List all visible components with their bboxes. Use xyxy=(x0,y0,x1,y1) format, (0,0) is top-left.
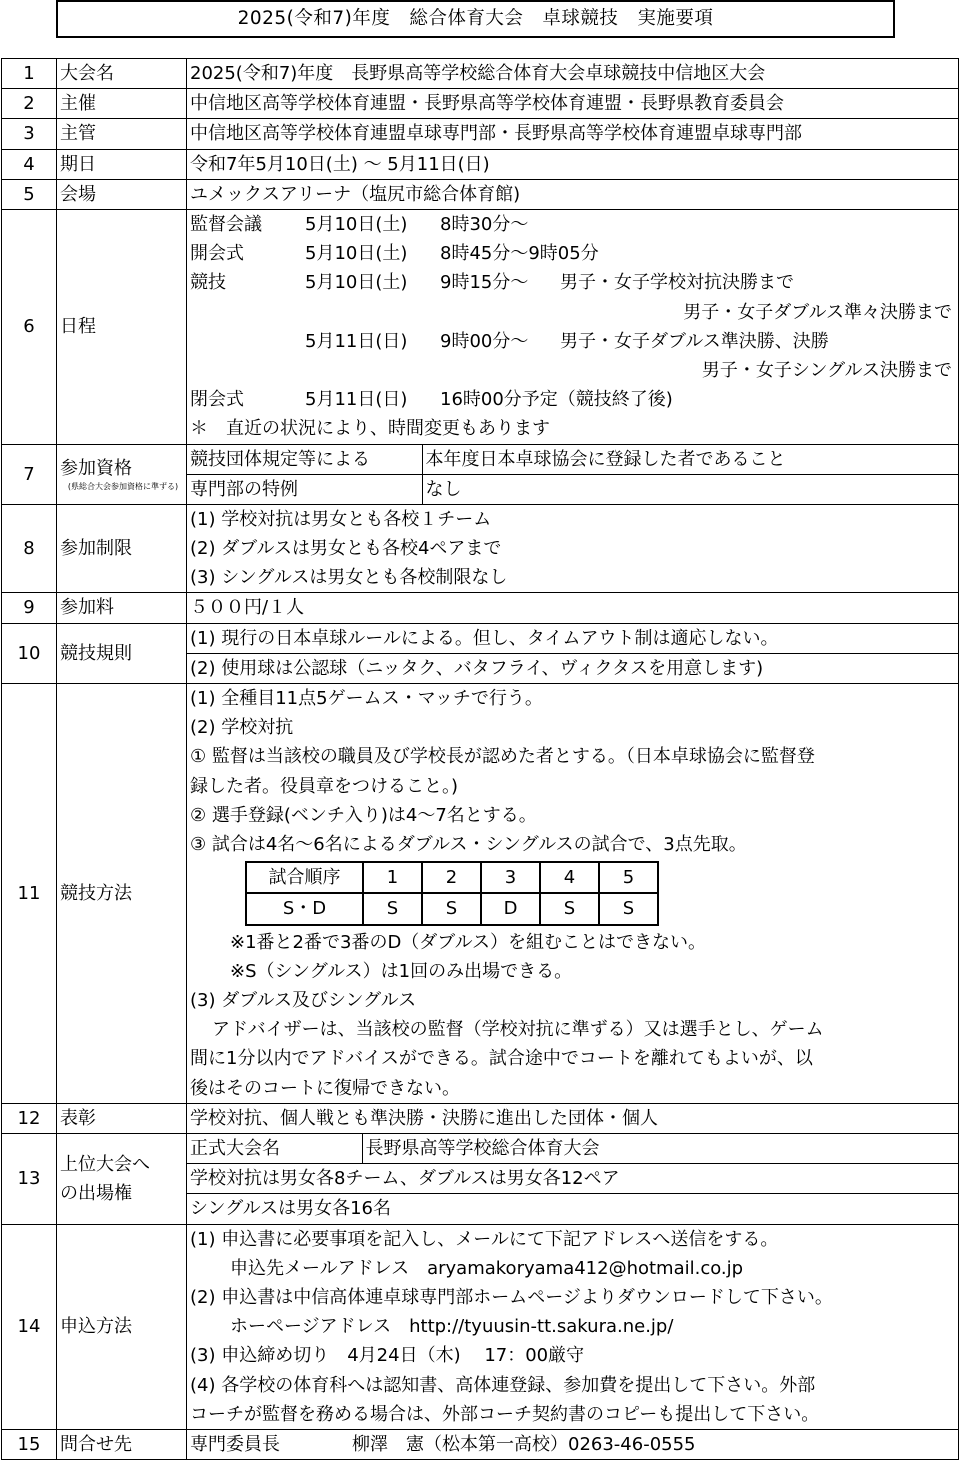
schedule-line: 5月11日(日) 9時00分～ 男子・女子ダブルス準決勝、決勝 xyxy=(305,330,829,352)
row-number: 12 xyxy=(2,1103,57,1133)
row-15 xyxy=(2,1429,959,1459)
row-value: 中信地区高等学校体育連盟卓球専門部・長野県高等学校体育連盟卓球専門部 xyxy=(187,119,959,149)
url-line: ホーページアドレス http://tyuusin-tt.sakura.ne.jp/ xyxy=(230,1316,674,1338)
row-number: 1 xyxy=(2,59,57,89)
text-line: ※1番と2番で3番のD（ダブルス）を組むことはできない。 xyxy=(230,931,707,953)
rule-line: (1) 現行の日本卓球ルールによる。但し、タイムアウト制は適応しない。 xyxy=(187,624,958,654)
text-line: 録した者。役員章をつけること。) xyxy=(190,775,459,797)
rules-table xyxy=(187,624,958,683)
row-7 xyxy=(2,444,959,504)
eligibility-key: 専門部の特例 xyxy=(187,474,422,504)
row-number: 6 xyxy=(2,210,57,445)
row-12 xyxy=(2,1103,959,1133)
row-label: 大会名 xyxy=(57,59,187,89)
qualification-line: 学校対抗は男女各8チーム、ダブルスは男女各12ペア xyxy=(187,1164,958,1194)
eligibility-value: 本年度日本卓球協会に登録した者であること xyxy=(422,445,958,475)
row-number: 14 xyxy=(2,1224,57,1429)
row-label: 参加制限 xyxy=(57,504,187,593)
row-number: 2 xyxy=(2,89,57,119)
text-line: (1) 全種目11点5ゲームス・マッチで行う。 xyxy=(190,688,543,710)
text-line: ① 監督は当該校の職員及び学校長が認めた者とする。（日本卓球協会に監督登 xyxy=(190,746,815,768)
row-value: 2025(令和7)年度 長野県高等学校総合体育大会卓球競技中信地区大会 xyxy=(187,59,959,89)
eligibility-table xyxy=(187,445,958,504)
page-title: 2025(令和7)年度 総合体育大会 卓球競技 実施要項 xyxy=(56,0,895,38)
row-number: 11 xyxy=(2,684,57,1104)
row-label-line: 上位大会へ xyxy=(60,1153,150,1175)
row-5 xyxy=(2,179,959,209)
qualification-line: シングルスは男女各16名 xyxy=(190,1198,392,1220)
text-line: ③ 試合は4名～6名によるダブルス・シングルスの試合で、3点先取。 xyxy=(190,834,747,856)
schedule-line: 監督会議 5月10日(土) 8時30分～ xyxy=(190,214,529,236)
row-value: 中信地区高等学校体育連盟・長野県高等学校体育連盟・長野県教育委員会 xyxy=(187,89,959,119)
schedule-line: 開会式 5月10日(土) 8時45分～9時05分 xyxy=(190,243,599,265)
row-value xyxy=(187,1224,959,1429)
row-number: 10 xyxy=(2,623,57,683)
row-9 xyxy=(2,593,959,623)
row-label: 日程 xyxy=(57,210,187,445)
row-2 xyxy=(2,89,959,119)
eligibility xyxy=(187,444,959,504)
match-order-header: 試合順序 1 2 3 4 5 xyxy=(246,862,658,893)
row-13 xyxy=(2,1133,959,1224)
eligibility-value: なし xyxy=(425,478,462,500)
schedule xyxy=(187,210,959,445)
row-value: 学校対抗、個人戦とも準決勝・決勝に進出した団体・個人 xyxy=(187,1103,959,1133)
text-line: ※S（シングルス）は1回のみ出場できる。 xyxy=(230,960,573,982)
row-value: 専門委員長 柳澤 憲（松本第一高校）0263-46-0555 xyxy=(187,1429,959,1459)
row-4 xyxy=(2,149,959,179)
rules xyxy=(187,623,959,683)
schedule-line: 競技 5月10日(土) 9時15分～ 男子・女子学校対抗決勝まで xyxy=(190,272,794,294)
row-label: 会場 xyxy=(57,179,187,209)
row-value xyxy=(187,504,959,593)
text-line: (1) 申込書に必要事項を記入し、メールにて下記アドレスへ送信をする。 xyxy=(190,1228,779,1250)
row-6 xyxy=(2,210,959,445)
row-label: 申込方法 xyxy=(57,1224,187,1429)
row-label: 期日 xyxy=(57,149,187,179)
text-line: (2) 申込書は中信高体連卓球専門部ホームページよりダウンロードして下さい。 xyxy=(190,1286,833,1308)
row-value xyxy=(187,684,959,1104)
row-8 xyxy=(2,504,959,593)
row-number: 8 xyxy=(2,504,57,593)
row-label: 主管 xyxy=(57,119,187,149)
row-number: 5 xyxy=(2,179,57,209)
text-line: ② 選手登録(ベンチ入り)は4～7名とする。 xyxy=(190,804,537,826)
row-number: 9 xyxy=(2,593,57,623)
row-value: 令和7年5月10日(土) ～ 5月11日(日) xyxy=(187,149,959,179)
row-10 xyxy=(2,623,959,683)
row-label-note: (県総合大会参加資格に準ずる) xyxy=(67,482,179,492)
row-3 xyxy=(2,119,959,149)
email-line: 申込先メールアドレス aryamakoryama412@hotmail.co.jp xyxy=(230,1257,744,1279)
text-line: コーチが監督を務める場合は、外部コーチ契約書のコピーも提出して下さい。 xyxy=(190,1403,820,1425)
outline-table xyxy=(1,58,959,1460)
row-number: 3 xyxy=(2,119,57,149)
schedule-line: 男子・女子シングルス決勝まで xyxy=(701,359,952,381)
row-number: 7 xyxy=(2,444,57,504)
schedule-line: 男子・女子ダブルス準々決勝まで xyxy=(683,301,952,323)
row-14 xyxy=(2,1224,959,1429)
row-label-text: 参加資格 xyxy=(60,458,132,480)
row-label: 問合せ先 xyxy=(57,1429,187,1459)
row-label xyxy=(57,444,187,504)
text-line: (2) 学校対抗 xyxy=(190,717,294,739)
match-order-table xyxy=(245,861,659,925)
row-value: ユメックスアリーナ（塩尻市総合体育館) xyxy=(187,179,959,209)
row-label xyxy=(57,1133,187,1224)
row-label: 競技方法 xyxy=(57,684,187,1104)
row-11 xyxy=(2,684,959,1104)
schedule-line: 閉会式 5月11日(日) 16時00分予定（競技終了後) xyxy=(190,389,673,411)
row-number: 15 xyxy=(2,1429,57,1459)
row-label-line: の出場権 xyxy=(60,1182,132,1204)
text-line: (3) シングルスは男女とも各校制限なし xyxy=(190,567,508,589)
qualification-key: 正式大会名 xyxy=(187,1134,362,1164)
text-line: (1) 学校対抗は男女とも各校１チーム xyxy=(190,508,492,530)
row-label: 参加料 xyxy=(57,593,187,623)
row-number: 4 xyxy=(2,149,57,179)
rule-line: (2) 使用球は公認球（ニッタク、バタフライ、ヴィクタスを用意します) xyxy=(190,657,764,679)
row-number: 13 xyxy=(2,1133,57,1224)
schedule-note: ＊ 直近の状況により、時間変更もあります xyxy=(190,418,550,440)
text-line: (3) ダブルス及びシングルス xyxy=(190,990,417,1011)
qualification-table xyxy=(187,1134,958,1224)
text-line: 後はそのコートに復帰できない。 xyxy=(190,1077,460,1099)
qualification xyxy=(187,1133,959,1224)
text-line: 間に1分以内でアドバイスができる。試合途中でコートを離れてもよいが、以 xyxy=(190,1048,813,1070)
match-order-values: S・D S S D S S xyxy=(246,893,658,924)
row-label: 主催 xyxy=(57,89,187,119)
row-1 xyxy=(2,59,959,89)
eligibility-key: 競技団体規定等による xyxy=(187,445,422,475)
row-label: 表彰 xyxy=(57,1103,187,1133)
row-label: 競技規則 xyxy=(57,623,187,683)
text-line: アドバイザーは、当該校の監督（学校対抗に準ずる）又は選手とし、ゲーム xyxy=(212,1019,824,1041)
text-line: (2) ダブルスは男女とも各校4ペアまで xyxy=(190,538,502,560)
row-value: ５００円/１人 xyxy=(187,593,959,623)
text-line: (4) 各学校の体育科へは認知書、高体連登録、参加費を提出して下さい。外部 xyxy=(190,1374,816,1396)
qualification-value: 長野県高等学校総合体育大会 xyxy=(362,1134,958,1164)
text-line: (3) 申込締め切り 4月24日（木) 17：00厳守 xyxy=(190,1345,585,1367)
